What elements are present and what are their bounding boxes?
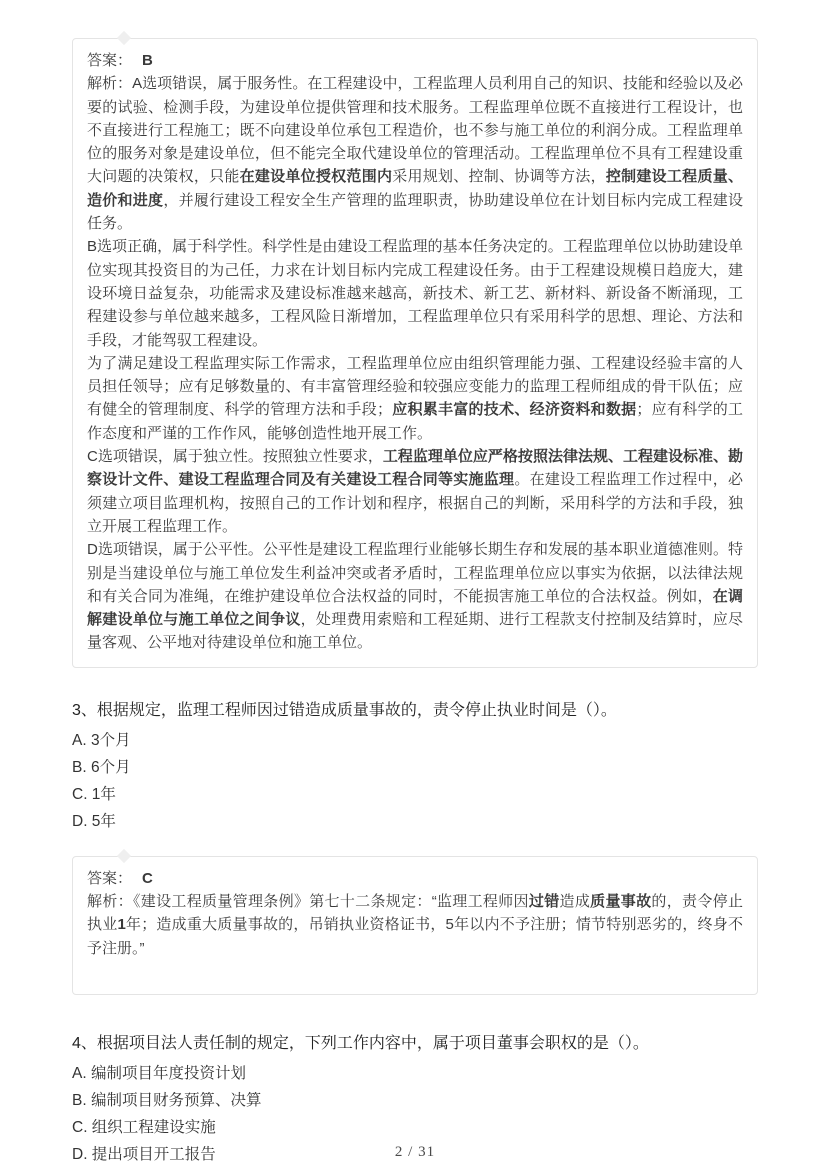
analysis-paragraph: B选项正确，属于科学性。科学性是由建设工程监理的基本任务决定的。工程监理单位以协助建设单位实现其投资目的为己任，力求在计划目标内完成工程建设任务。由于工程建设规模日趋庞大，建设环境日益复杂，功能需求及建设标准越来越高，新技术、新工艺、新材料、新设备不断涌现，工程建设参与单位越来越多，工程风险日渐增加，工程监理单位只有采用科学的思想、理论、方法和手段，才能驾驭工程建设。: [87, 238, 743, 349]
answer-label: 答案：: [87, 52, 133, 69]
answer-label: 答案：: [87, 869, 133, 887]
option-c: C. 组织工程建设实施: [72, 1118, 216, 1136]
tooltip-arrow-icon: [117, 31, 131, 45]
analysis-paragraph: 为了满足建设工程监理实际工作需求，工程监理单位应由组织管理能力强、工程建设经验丰富的人员担任领导；应有足够数量的、有丰富管理经验和较强应变能力的监理工程师组成的骨干队伍；应有健全的管理制度、科学的管理方法和手段；应积累丰富的技术、经济资料和数据；应有科学的工作态度和严谨的工作作风，能够创造性地开展工作。: [87, 354, 743, 442]
answer-explanation-box-q2: [72, 38, 758, 668]
answer-line: [87, 867, 743, 890]
option-b: B. 6个月: [72, 758, 131, 776]
option-a: A. 3个月: [72, 731, 131, 749]
question-text: 4、根据项目法人责任制的规定，下列工作内容中，属于项目董事会职权的是（）。: [72, 1034, 649, 1052]
analysis-paragraph: D选项错误，属于公平性。公平性是建设工程监理行业能够长期生存和发展的基本职业道德准则。特别是当建设单位与施工单位发生利益冲突或者矛盾时，工程监理单位应以事实为依据，以法律法规和有关合同为准绳，在维护建设单位合法权益的同时，不能损害施工单位的合法权益。例如，在调解建设单位与施工单位之间争议，处理费用索赔和工程延期、进行工程款支付控制及结算时，应尽量客观、公平地对待建设单位和施工单位。: [87, 541, 743, 652]
answer-value: C: [142, 869, 153, 887]
question-3: [72, 700, 758, 830]
answer-explanation-box-q3: [72, 856, 758, 995]
tooltip-arrow-icon: [117, 849, 131, 863]
page-number: 2 / 31: [394, 1144, 436, 1160]
option-d: D. 提出项目开工报告: [72, 1145, 216, 1163]
analysis-paragraph: C选项错误，属于独立性。按照独立性要求，工程监理单位应严格按照法律法规、工程建设标准、勘察设计文件、建设工程监理合同及有关建设工程合同等实施监理。在建设工程监理工作过程中，必须建立项目监理机构，按照自己的工作计划和程序，根据自己的判断，采用科学的方法和手段，独立开展工程监理工作。: [87, 448, 743, 535]
option-c: C. 1年: [72, 785, 116, 803]
option-d: D. 5年: [72, 812, 116, 830]
question-text: 3、根据规定，监理工程师因过错造成质量事故的，责令停止执业时间是（）。: [72, 701, 617, 719]
answer-line: [87, 49, 743, 72]
option-a: A. 编制项目年度投资计划: [72, 1064, 246, 1082]
analysis-paragraph: 解析：A选项错误，属于服务性。在工程建设中，工程监理人员利用自己的知识、技能和经验以及必要的试验、检测手段，为建设单位提供管理和技术服务。工程监理单位既不直接进行工程设计，也不直接进行工程施工；既不向建设单位承包工程造价，也不参与施工单位的利润分成。工程监理单位的服务对象是建设单位，但不能完全取代建设单位的管理活动。工程监理单位不具有工程建设重大问题的决策权，只能在建设单位授权范围内采用规划、控制、协调等方法，控制建设工程质量、造价和进度，并履行建设工程安全生产管理的监理职责，协助建设单位在计划目标内完成工程建设任务。: [87, 75, 743, 233]
analysis-paragraph: 解析：《建设工程质量管理条例》第七十二条规定：“监理工程师因过错造成质量事故的，责令停止执业1年；造成重大质量事故的，吊销执业资格证书，5年以内不予注册；情节特别恶劣的，终身不予注册。”: [87, 893, 743, 957]
option-b: B. 编制项目财务预算、决算: [72, 1091, 262, 1109]
answer-value: B: [142, 52, 153, 69]
